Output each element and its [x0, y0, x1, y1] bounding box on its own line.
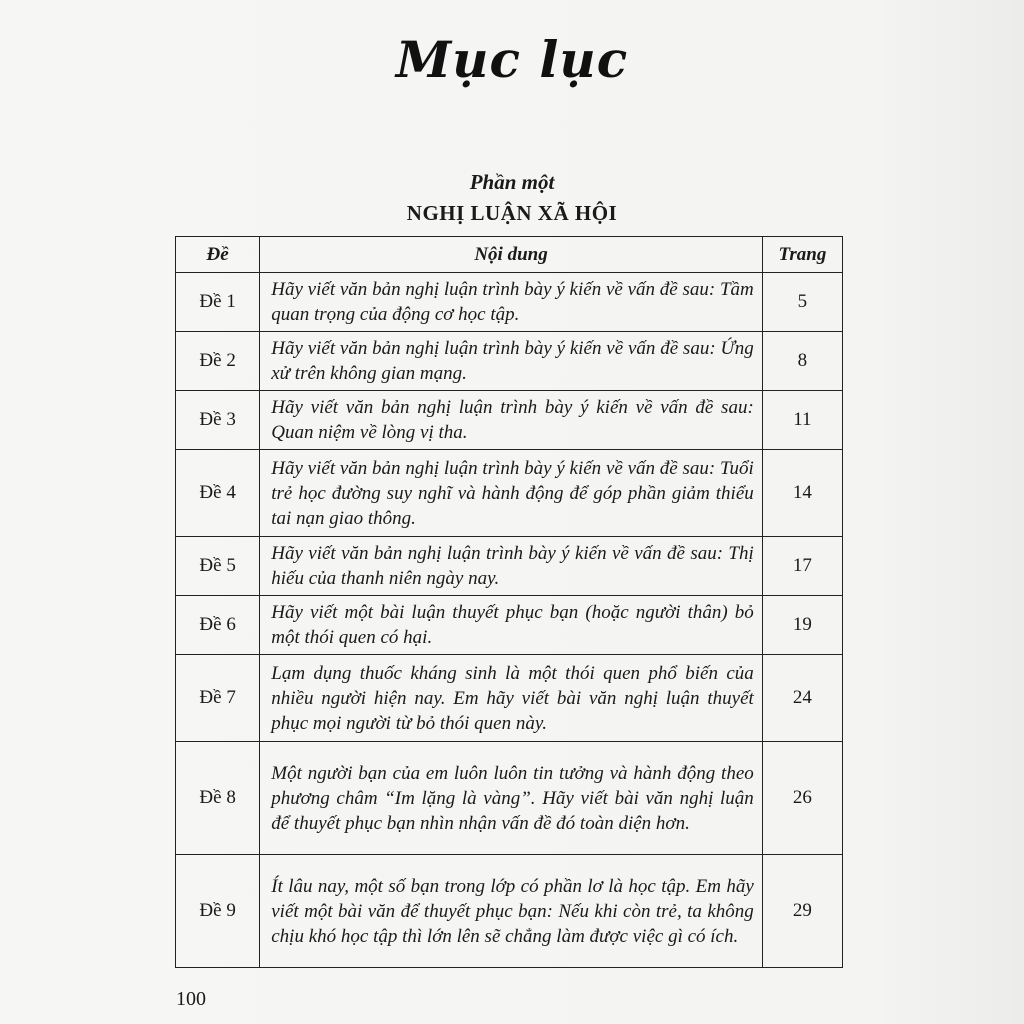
table-row	[176, 391, 843, 450]
part-title: Phần một	[469, 170, 555, 194]
row-content: Hãy viết văn bản nghị luận trình bày ý kiến về vấn đề sau: Tầm quan trọng của động cơ học tập.	[260, 273, 763, 332]
row-page: 19	[762, 596, 842, 655]
table-row	[176, 273, 843, 332]
row-page: 29	[762, 855, 842, 968]
row-content: Hãy viết văn bản nghị luận trình bày ý kiến về vấn đề sau: Quan niệm về lòng vị tha.	[260, 391, 763, 450]
row-page: 8	[762, 332, 842, 391]
table-header-row	[176, 237, 843, 273]
row-de: Đề 4	[176, 450, 260, 537]
row-content: Hãy viết văn bản nghị luận trình bày ý kiến về vấn đề sau: Thị hiếu của thanh niên ngày nay.	[260, 537, 763, 596]
table-row	[176, 332, 843, 391]
row-page: 24	[762, 655, 842, 742]
row-page: 14	[762, 450, 842, 537]
row-content: Lạm dụng thuốc kháng sinh là một thói quen phổ biến của nhiều người hiện nay. Em hãy viết bài văn nghị luận thuyết phục mọi người từ bỏ thói quen này.	[260, 655, 763, 742]
header-content: Nội dung	[260, 237, 763, 273]
header-page: Trang	[762, 237, 842, 273]
page-title: Mục lục	[395, 30, 629, 89]
table-of-contents	[175, 236, 843, 968]
table-row	[176, 596, 843, 655]
row-page: 17	[762, 537, 842, 596]
row-content: Ít lâu nay, một số bạn trong lớp có phần lơ là học tập. Em hãy viết một bài văn để thuyết phục bạn: Nếu khi còn trẻ, ta không chịu khó học tập thì lớn lên sẽ chẳng làm được việc gì có ích.	[260, 855, 763, 968]
row-page: 26	[762, 742, 842, 855]
row-page: 11	[762, 391, 842, 450]
row-de: Đề 1	[176, 273, 260, 332]
row-de: Đề 2	[176, 332, 260, 391]
row-content: Một người bạn của em luôn luôn tin tưởng và hành động theo phương châm “Im lặng là vàng”. Hãy viết bài văn nghị luận để thuyết phục bạn nhìn nhận vấn đề đó toàn diện hơn.	[260, 742, 763, 855]
row-de: Đề 6	[176, 596, 260, 655]
row-content: Hãy viết một bài luận thuyết phục bạn (hoặc người thân) bỏ một thói quen có hại.	[260, 596, 763, 655]
table-row	[176, 450, 843, 537]
table-row	[176, 742, 843, 855]
row-de: Đề 5	[176, 537, 260, 596]
row-de: Đề 9	[176, 855, 260, 968]
table-row	[176, 855, 843, 968]
row-content: Hãy viết văn bản nghị luận trình bày ý kiến về vấn đề sau: Ứng xử trên không gian mạng.	[260, 332, 763, 391]
header-de: Đề	[176, 237, 260, 273]
table-row	[176, 655, 843, 742]
part-subtitle: NGHỊ LUẬN XÃ HỘI	[406, 201, 618, 225]
row-de: Đề 7	[176, 655, 260, 742]
row-page: 5	[762, 273, 842, 332]
page-number: 100	[176, 988, 206, 1010]
row-de: Đề 3	[176, 391, 260, 450]
row-de: Đề 8	[176, 742, 260, 855]
table-row	[176, 537, 843, 596]
row-content: Hãy viết văn bản nghị luận trình bày ý kiến về vấn đề sau: Tuổi trẻ học đường suy nghĩ và hành động để góp phần giảm thiểu tai nạn giao thông.	[260, 450, 763, 537]
